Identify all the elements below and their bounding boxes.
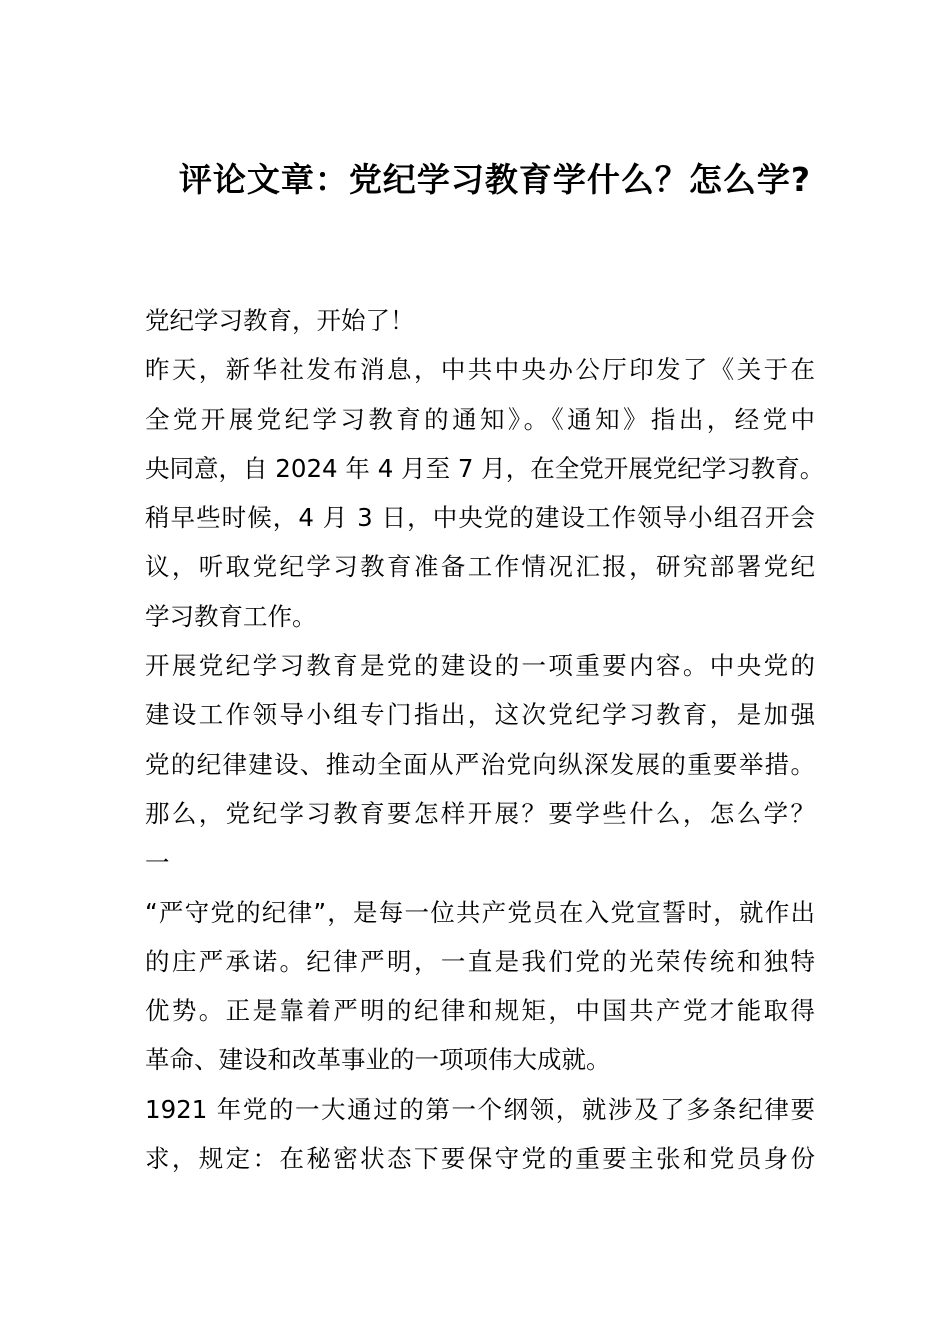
paragraph-line: 革命、建设和改革事业的一项项伟大成就。: [145, 1045, 611, 1075]
paragraph-line: 党的纪律建设、推动全面从严治党向纵深发展的重要举措。: [145, 749, 815, 779]
paragraph-line: 稍早些时候，4 月 3 日，中央党的建设工作领导小组召开会: [145, 503, 815, 533]
paragraph-line: 建设工作领导小组专门指出，这次党纪学习教育，是加强: [145, 700, 815, 730]
paragraph-line: 央同意，自 2024 年 4 月至 7 月，在全党开展党纪学习教育。: [145, 453, 825, 483]
paragraph-line: 学习教育工作。: [145, 601, 317, 631]
paragraph-line: “严守党的纪律”，是每一位共产党员在入党宣誓时，就作出: [145, 897, 815, 927]
paragraph-line: 的庄严承诺。纪律严明，一直是我们党的光荣传统和独特: [145, 946, 815, 976]
document-body: [145, 296, 825, 1183]
paragraph-line: 1921 年党的一大通过的第一个纲领，就涉及了多条纪律要: [145, 1094, 815, 1124]
paragraph-line: 开展党纪学习教育是党的建设的一项重要内容。中央党的: [145, 651, 815, 681]
paragraph-line: 一: [145, 848, 170, 878]
document-title: 评论文章：党纪学习教育学什么？怎么学?: [178, 160, 812, 199]
paragraph-line: 求，规定：在秘密状态下要保守党的重要主张和党员身份: [145, 1144, 815, 1174]
paragraph-line: 党纪学习教育，开始了！: [145, 306, 415, 335]
paragraph-line: 优势。正是靠着严明的纪律和规矩，中国共产党才能取得: [145, 996, 815, 1026]
paragraph-line: 议，听取党纪学习教育准备工作情况汇报，研究部署党纪: [145, 552, 815, 582]
paragraph-line: 昨天，新华社发布消息，中共中央办公厅印发了《关于在: [145, 355, 815, 385]
paragraph-line: 那么，党纪学习教育要怎样开展？要学些什么，怎么学？: [145, 798, 815, 828]
paragraph-line: 全党开展党纪学习教育的通知》。《通知》指出，经党中: [145, 404, 815, 434]
